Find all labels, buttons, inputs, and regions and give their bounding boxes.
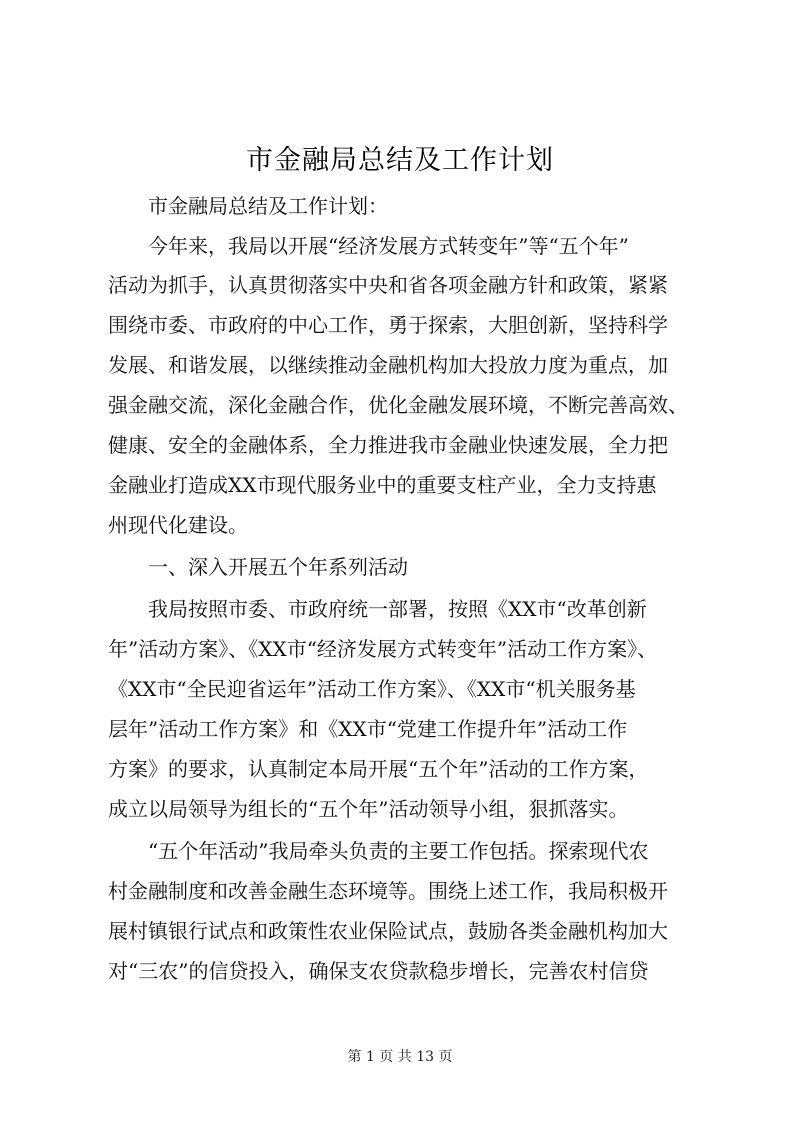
body-line: 展村镇银行试点和政策性农业保险试点，鼓励各类金融机构加大 [108,919,668,943]
body-line: 我局按照市委、市政府统一部署，按照《XX市“改革创新 [148,597,647,621]
body-line: 市金融局总结及工作计划： [148,194,388,218]
body-line: 成立以局领导为组长的“五个年”活动领导小组，狠抓落实。 [108,797,629,821]
body-line: 强金融交流，深化金融合作，优化金融发展环境，不断完善高效、 [108,393,688,417]
body-line: 方案》的要求，认真制定本局开展“五个年”活动的工作方案， [108,757,649,781]
page-number: 第 1 页 共 13 页 [347,1049,453,1065]
body-line: 村金融制度和改善金融生态环境等。围绕上述工作，我局积极开 [108,879,668,903]
section-heading: 一、深入开展五个年系列活动 [148,555,408,579]
body-line: 发展、和谐发展，以继续推动金融机构加大投放力度为重点，加 [108,353,668,377]
body-line: 对“三农”的信贷投入，确保支农贷款稳步增长，完善农村信贷 [108,959,649,983]
body-line: 《XX市“全民迎省运年”活动工作方案》、《XX市“机关服务基 [108,677,636,701]
body-line: 围绕市委、市政府的中心工作，勇于探索，大胆创新，坚持科学 [108,313,668,337]
body-line: 活动为抓手，认真贯彻落实中央和省各项金融方针和政策，紧紧 [108,273,668,297]
body-line: 州现代化建设。 [108,513,248,537]
body-line: 健康、安全的金融体系，全力推进我市金融业快速发展，全力把 [108,433,668,457]
body-line: 年”活动方案》、《XX市“经济发展方式转变年”活动工作方案》、 [108,637,658,661]
body-line: 金融业打造成XX市现代服务业中的重要支柱产业，全力支持惠 [108,473,657,497]
body-line: 层年”活动工作方案》和《XX市“党建工作提升年”活动工作 [108,717,628,741]
document-title: 市金融局总结及工作计划 [246,145,554,176]
body-line: 今年来，我局以开展“经济发展方式转变年”等“五个年” [148,234,629,258]
body-line: “五个年活动”我局牵头负责的主要工作包括。探索现代农 [148,839,649,863]
